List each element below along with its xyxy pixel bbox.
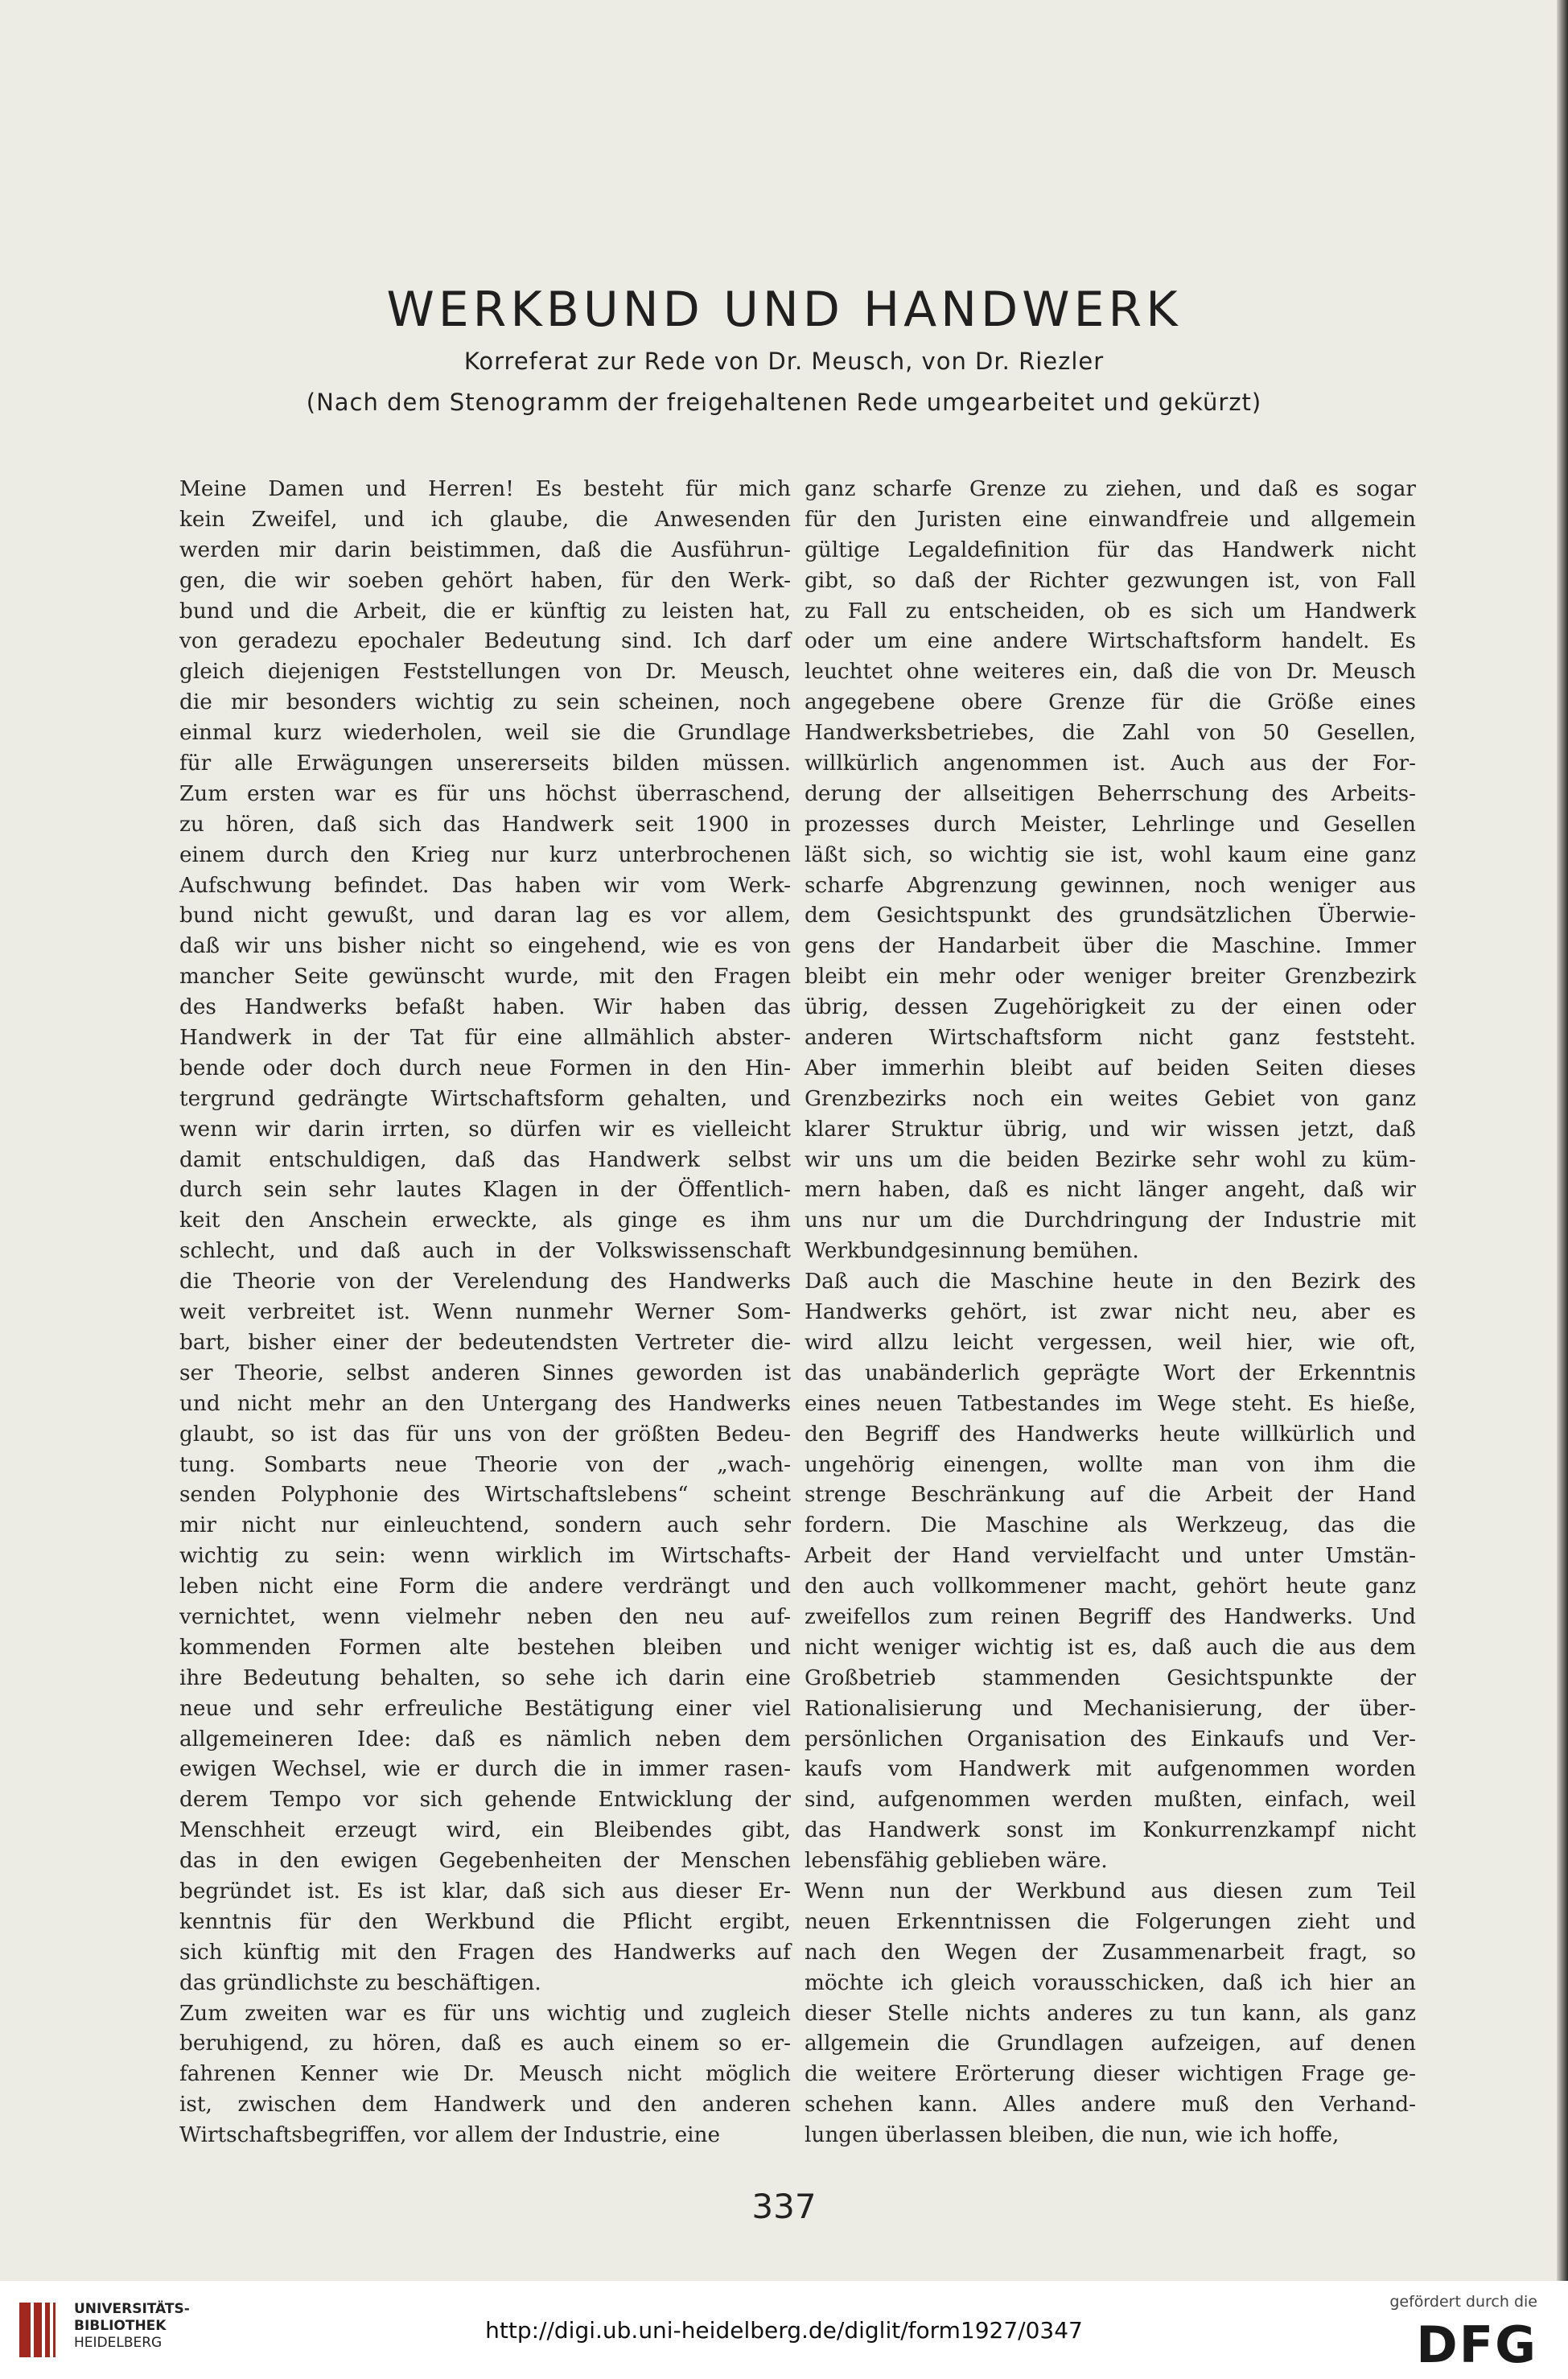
- library-line-1: UNIVERSITÄTS-: [74, 2301, 190, 2317]
- text-line: ewigen Wechsel, wie er durch die in immer rasen-: [179, 1757, 791, 1782]
- text-line: ungehörig einengen, wollte man von ihm die: [805, 1452, 1416, 1477]
- library-line-2: BIBLIOTHEK: [74, 2318, 167, 2334]
- text-line: übrig, dessen Zugehörigkeit zu der einen oder: [805, 995, 1416, 1020]
- text-line: Wenn nun der Werkbund aus diesen zum Teil: [805, 1879, 1416, 1904]
- text-line: Handwerk in der Tat für eine allmählich abster-: [179, 1026, 791, 1051]
- text-line: Werkbundgesinnung bemühen.: [805, 1239, 1139, 1264]
- text-line: ser Theorie, selbst anderen Sinnes geworden ist: [179, 1360, 791, 1385]
- text-line: neuen Erkenntnissen die Folgerungen zieht und: [805, 1909, 1416, 1934]
- text-line: allgemein die Grundlagen aufzeigen, auf denen: [805, 2031, 1416, 2056]
- text-line: Arbeit der Hand vervielfacht und unter Umstän-: [805, 1544, 1416, 1569]
- text-line: damit entschuldigen, daß das Handwerk selbst: [179, 1147, 791, 1172]
- page-edge-shadow: [1557, 0, 1568, 2281]
- text-line: für alle Erwägungen unsererseits bilden müssen.: [179, 751, 791, 776]
- text-line: bund nicht gewußt, und daran lag es vor allem,: [179, 903, 791, 928]
- text-line: Daß auch die Maschine heute in den Bezirk des: [805, 1270, 1416, 1294]
- text-line: schlecht, und daß auch in der Volkswissenschaft: [179, 1239, 791, 1264]
- text-line: ihre Bedeutung behalten, so sehe ich darin eine: [179, 1665, 791, 1690]
- text-line: bleibt ein mehr oder weniger breiter Grenzbezirk: [805, 965, 1416, 990]
- article-subtitle: Korreferat zur Rede von Dr. Meusch, von Dr. Riezler: [463, 348, 1105, 375]
- text-line: mern haben, daß es nicht länger angeht, daß wir: [805, 1178, 1416, 1203]
- text-line: anderen Wirtschaftsform nicht ganz feststeht.: [805, 1026, 1416, 1051]
- text-line: lebensfähig geblieben wäre.: [805, 1849, 1108, 1874]
- text-line: schehen kann. Alles andere muß den Verhand-: [805, 2093, 1416, 2118]
- text-line: und nicht mehr an den Untergang des Handwerks: [179, 1391, 791, 1416]
- text-line: derung der allseitigen Beherrschung des Arbeits-: [805, 781, 1416, 806]
- text-line: den auch vollkommener macht, gehört heute ganz: [805, 1574, 1416, 1599]
- text-line: Zum zweiten war es für uns wichtig und zugleich: [179, 2001, 791, 2026]
- text-line: senden Polyphonie des Wirtschaftslebens“ scheint: [179, 1483, 791, 1508]
- text-line: einem durch den Krieg nur kurz unterbrochenen: [179, 842, 791, 867]
- text-line: bart, bisher einer der bedeutendsten Vertreter die-: [179, 1330, 791, 1355]
- digital-library-url[interactable]: http://digi.ub.uni-heidelberg.de/diglit/form1927/0347: [485, 2317, 1083, 2344]
- text-line: Aber immerhin bleibt auf beiden Seiten dieses: [805, 1056, 1416, 1080]
- text-line: zu hören, daß sich das Handwerk seit 1900 in: [179, 812, 791, 837]
- text-line: neue und sehr erfreuliche Bestätigung einer viel: [179, 1696, 791, 1721]
- text-line: des Handwerks befaßt haben. Wir haben das: [179, 995, 791, 1020]
- text-line: persönlichen Organisation des Einkaufs und Ver-: [805, 1727, 1416, 1751]
- text-line: mancher Seite gewünscht wurde, mit den Fragen: [179, 965, 791, 990]
- text-line: bende oder doch durch neue Formen in den Hin-: [179, 1056, 791, 1080]
- text-line: nicht weniger wichtig ist es, daß auch die aus dem: [805, 1635, 1416, 1660]
- text-line: Handwerks gehört, ist zwar nicht neu, aber es: [805, 1300, 1416, 1325]
- text-line: allgemeineren Idee: daß es nämlich neben dem: [179, 1727, 791, 1751]
- text-line: kein Zweifel, und ich glaube, die Anwesenden: [179, 507, 791, 532]
- text-line: kommenden Formen alte bestehen bleiben und: [179, 1635, 791, 1660]
- text-line: den Begriff des Handwerks heute willkürlich und: [805, 1422, 1416, 1447]
- text-line: wird allzu leicht vergessen, weil hier, wie oft,: [805, 1330, 1416, 1355]
- text-line: Rationalisierung und Mechanisierung, der über-: [805, 1696, 1416, 1721]
- text-line: derem Tempo vor sich gehende Entwicklung der: [179, 1788, 791, 1813]
- text-line: kaufs vom Handwerk mit aufgenommen worden: [805, 1757, 1416, 1782]
- article-note: (Nach dem Stenogramm der freigehaltenen Rede umgearbeitet und gekürzt): [306, 389, 1262, 416]
- text-line: mir nicht nur einleuchtend, sondern auch sehr: [179, 1513, 791, 1538]
- library-line-3: HEIDELBERG: [74, 2335, 163, 2351]
- text-line: uns nur um die Durchdringung der Industrie mit: [805, 1208, 1416, 1233]
- text-line: daß wir uns bisher nicht so eingehend, wie es von: [179, 934, 791, 959]
- page-number: 337: [751, 2187, 817, 2226]
- article-title: WERKBUND UND HANDWERK: [386, 282, 1182, 338]
- text-line: gibt, so daß der Richter gezwungen ist, von Fall: [805, 568, 1416, 593]
- text-line: dem Gesichtspunkt des grundsätzlichen Überwie-: [805, 903, 1416, 928]
- text-line: oder um eine andere Wirtschaftsform handelt. Es: [805, 629, 1416, 654]
- text-line: fahrenen Kenner wie Dr. Meusch nicht möglich: [179, 2062, 791, 2087]
- text-line: fordern. Die Maschine als Werkzeug, das die: [805, 1513, 1416, 1538]
- text-line: kenntnis für den Werkbund die Pflicht ergibt,: [179, 1909, 791, 1934]
- text-line: durch sein sehr lautes Klagen in der Öffentlich-: [179, 1178, 791, 1203]
- text-line: ganz scharfe Grenze zu ziehen, und daß es sogar: [805, 477, 1416, 501]
- text-line: Zum ersten war es für uns höchst überraschend,: [179, 781, 791, 806]
- text-line: prozesses durch Meister, Lehrlinge und Gesellen: [805, 812, 1416, 837]
- text-line: sich künftig mit den Fragen des Handwerks auf: [179, 1940, 791, 1965]
- text-line: das unabänderlich geprägte Wort der Erkenntnis: [805, 1360, 1416, 1385]
- text-line: bund und die Arbeit, die er künftig zu leisten hat,: [179, 599, 791, 624]
- text-line: nach den Wegen der Zusammenarbeit fragt, so: [805, 1940, 1416, 1965]
- text-line: gens der Handarbeit über die Maschine. Immer: [805, 934, 1416, 959]
- text-line: Großbetrieb stammenden Gesichtspunkte der: [805, 1665, 1416, 1690]
- text-line: lungen überlassen bleiben, die nun, wie ich hoffe,: [805, 2123, 1340, 2148]
- text-line: wenn wir darin irrten, so dürfen wir es vielleicht: [179, 1117, 791, 1142]
- text-line: für den Juristen eine einwandfreie und allgemein: [805, 507, 1416, 532]
- text-line: tung. Sombarts neue Theorie von der „wach-: [179, 1452, 791, 1477]
- text-line: beruhigend, zu hören, daß es auch einem so er-: [179, 2031, 791, 2056]
- text-line: Aufschwung befindet. Das haben wir vom Werk-: [179, 873, 791, 898]
- text-column-left: [179, 475, 791, 2151]
- text-line: gen, die wir soeben gehört haben, für den Werk-: [179, 568, 791, 593]
- text-line: Meine Damen und Herren! Es besteht für mich: [179, 477, 791, 501]
- text-line: scharfe Abgrenzung gewinnen, noch weniger aus: [805, 873, 1416, 898]
- text-line: zu Fall zu entscheiden, ob es sich um Handwerk: [805, 599, 1416, 624]
- funding-caption: gefördert durch die: [1389, 2293, 1537, 2311]
- text-line: Grenzbezirks noch ein weites Gebiet von ganz: [805, 1086, 1416, 1111]
- text-line: Handwerksbetriebes, die Zahl von 50 Gesellen,: [805, 721, 1416, 746]
- text-line: zweifellos zum reinen Begriff des Handwerks. Und: [805, 1604, 1416, 1629]
- text-line: dieser Stelle nichts anderes zu tun kann, als ganz: [805, 2001, 1416, 2026]
- text-line: vernichtet, wenn vielmehr neben den neu auf-: [179, 1604, 791, 1629]
- text-line: tergrund gedrängte Wirtschaftsform gehalten, und: [179, 1086, 791, 1111]
- text-line: glaubt, so ist das für uns von der größten Bedeu-: [179, 1422, 791, 1447]
- text-line: das gründlichste zu beschäftigen.: [179, 1970, 541, 1995]
- text-line: sind, aufgenommen werden mußten, einfach, weil: [805, 1788, 1416, 1813]
- text-line: von geradezu epochaler Bedeutung sind. Ich darf: [179, 629, 791, 654]
- text-line: Wirtschaftsbegriffen, vor allem der Industrie, eine: [179, 2123, 721, 2148]
- text-line: strenge Beschränkung auf die Arbeit der Hand: [805, 1483, 1416, 1508]
- text-line: gleich diejenigen Feststellungen von Dr. Meusch,: [179, 660, 791, 685]
- text-line: wir uns um die beiden Bezirke sehr wohl zu küm-: [805, 1147, 1416, 1172]
- text-line: das Handwerk sonst im Konkurrenzkampf nicht: [805, 1818, 1416, 1843]
- text-line: einmal kurz wiederholen, weil sie die Grundlage: [179, 721, 791, 746]
- text-line: läßt sich, so wichtig sie ist, wohl kaum eine ganz: [805, 842, 1416, 867]
- text-line: möchte ich gleich vorausschicken, daß ich hier an: [805, 1970, 1416, 1995]
- text-line: Menschheit erzeugt wird, ein Bleibendes gibt,: [179, 1818, 791, 1843]
- text-line: gültige Legaldefinition für das Handwerk nicht: [805, 537, 1416, 562]
- dfg-logo: DFG: [1416, 2315, 1537, 2374]
- text-line: klarer Struktur übrig, und wir wissen jetzt, daß: [805, 1117, 1416, 1142]
- text-line: leben nicht eine Form die andere verdrängt und: [179, 1574, 791, 1599]
- text-column-right: [805, 475, 1416, 2151]
- text-line: ist, zwischen dem Handwerk und den anderen: [179, 2093, 791, 2118]
- text-line: das in den ewigen Gegebenheiten der Menschen: [179, 1849, 791, 1874]
- text-line: weit verbreitet ist. Wenn nunmehr Werner Som-: [179, 1300, 791, 1325]
- text-line: begründet ist. Es ist klar, daß sich aus dieser Er-: [179, 1879, 791, 1904]
- text-line: angegebene obere Grenze für die Größe eines: [805, 690, 1416, 715]
- text-line: werden mir darin beistimmen, daß die Ausführun-: [179, 537, 791, 562]
- text-line: wichtig zu sein: wenn wirklich im Wirtschafts-: [179, 1544, 791, 1569]
- text-line: willkürlich angenommen ist. Auch aus der For-: [805, 751, 1416, 776]
- text-line: eines neuen Tatbestandes im Wege steht. Es hieße,: [805, 1391, 1416, 1416]
- text-line: die weitere Erörterung dieser wichtigen Frage ge-: [805, 2062, 1416, 2087]
- text-line: keit den Anschein erweckte, als ginge es ihm: [179, 1208, 791, 1233]
- text-line: leuchtet ohne weiteres ein, daß die von Dr. Meusch: [805, 660, 1416, 685]
- text-line: die mir besonders wichtig zu sein scheinen, noch: [179, 690, 791, 715]
- text-line: die Theorie von der Verelendung des Handwerks: [179, 1270, 791, 1294]
